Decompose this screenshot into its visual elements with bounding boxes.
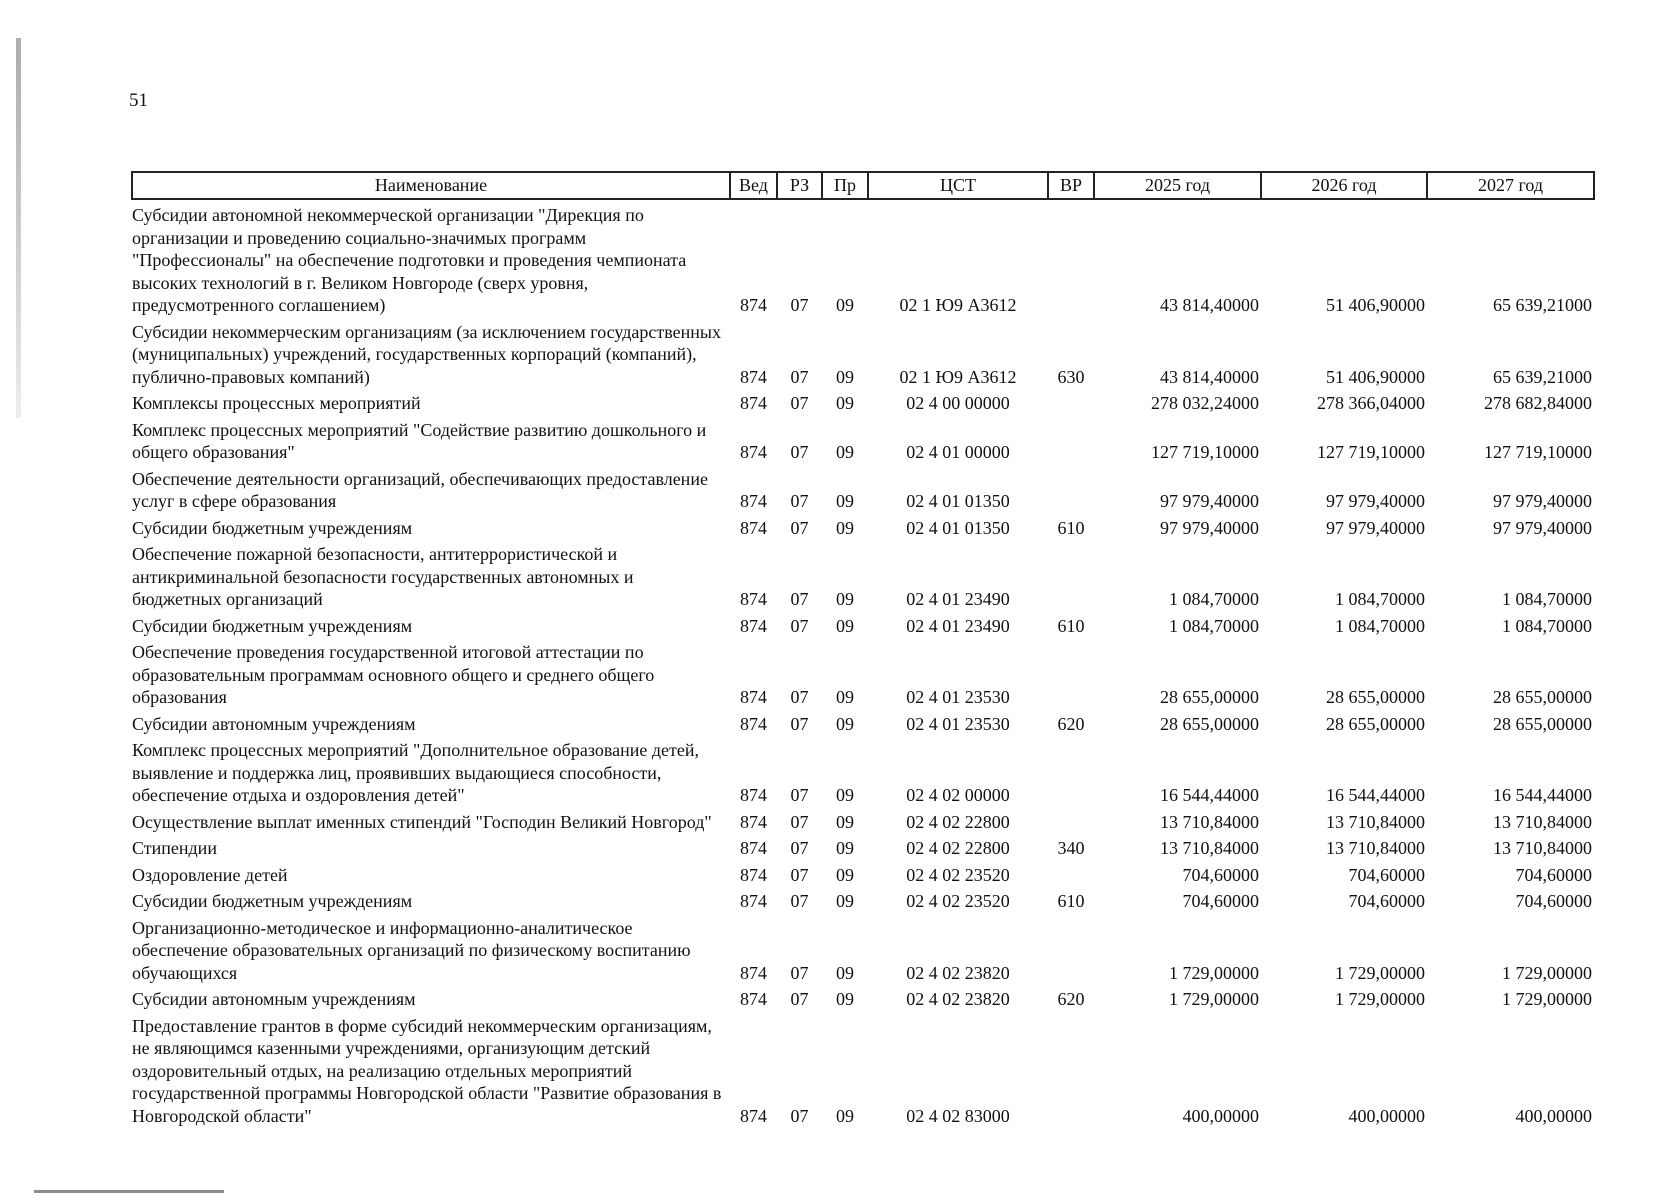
cell-2027: 97 979,40000 bbox=[1493, 491, 1592, 511]
cell-name: Субсидии бюджетным учреждениям bbox=[132, 517, 413, 538]
cell-cst: 02 4 02 22800 bbox=[906, 811, 1010, 832]
cell-rz: 07 bbox=[790, 491, 809, 511]
header-cst: ЦСТ bbox=[868, 172, 1048, 199]
cell-pr: 09 bbox=[836, 615, 854, 636]
cell-ved: 874 bbox=[740, 864, 767, 885]
cell-vr bbox=[1048, 388, 1094, 415]
cell-ved: 874 bbox=[740, 393, 767, 413]
cell-2025: 127 719,10000 bbox=[1151, 442, 1259, 462]
cell-name: Стипендии bbox=[132, 838, 217, 858]
cell-2025: 704,60000 bbox=[1182, 891, 1259, 911]
cell-cst: 02 4 02 00000 bbox=[906, 785, 1010, 805]
cell-pr: 09 bbox=[836, 491, 854, 511]
cell-ved: 874 bbox=[740, 713, 767, 734]
cell-pr: 09 bbox=[836, 366, 854, 387]
cell-rz: 07 bbox=[790, 687, 809, 707]
cell-2026: 400,00000 bbox=[1348, 1105, 1425, 1126]
cell-ved: 874 bbox=[740, 295, 767, 315]
cell-cst: 02 4 02 22800 bbox=[906, 838, 1010, 858]
cell-rz: 07 bbox=[790, 891, 809, 911]
table-row bbox=[132, 735, 1594, 807]
cell-2026: 28 655,00000 bbox=[1326, 713, 1425, 734]
cell-rz: 07 bbox=[790, 785, 809, 805]
cell-pr: 09 bbox=[836, 811, 854, 832]
cell-vr bbox=[1048, 464, 1094, 513]
cell-pr: 09 bbox=[836, 713, 854, 734]
cell-name: Комплексы процессных мероприятий bbox=[132, 393, 421, 413]
cell-2025: 1 729,00000 bbox=[1169, 989, 1259, 1009]
table-row bbox=[132, 388, 1594, 415]
cell-pr: 09 bbox=[836, 687, 854, 707]
cell-rz: 07 bbox=[790, 811, 809, 832]
cell-2026: 1 084,70000 bbox=[1335, 589, 1425, 609]
cell-2027: 278 682,84000 bbox=[1484, 393, 1592, 413]
cell-2026: 28 655,00000 bbox=[1326, 687, 1425, 707]
table-row bbox=[132, 807, 1594, 834]
cell-2027: 704,60000 bbox=[1515, 891, 1592, 911]
cell-pr: 09 bbox=[836, 891, 854, 911]
cell-vr bbox=[1048, 539, 1094, 611]
cell-cst: 02 1 Ю9 А3612 bbox=[899, 366, 1017, 387]
table-row bbox=[132, 464, 1594, 513]
cell-2027: 13 710,84000 bbox=[1493, 838, 1592, 858]
cell-name: Комплекс процессных мероприятий "Дополнительное образование детей, выявление и поддержка лиц, проявивших выдающиеся способности, обеспечение отдыха и оздоровления детей" bbox=[132, 740, 699, 805]
cell-2027: 400,00000 bbox=[1515, 1105, 1592, 1126]
cell-2027: 13 710,84000 bbox=[1493, 811, 1592, 832]
cell-2025: 97 979,40000 bbox=[1160, 491, 1259, 511]
header-2025: 2025 год bbox=[1094, 172, 1261, 199]
cell-2025: 97 979,40000 bbox=[1160, 517, 1259, 538]
cell-name: Субсидии некоммерческим организациям (за исключением государственных (муниципальных) учреждений, государственных корпораций (компаний), публично-правовых компаний) bbox=[132, 321, 722, 387]
header-2026: 2026 год bbox=[1261, 172, 1427, 199]
cell-ved: 874 bbox=[740, 517, 767, 538]
cell-cst: 02 4 02 23520 bbox=[906, 864, 1010, 885]
cell-ved: 874 bbox=[740, 838, 767, 858]
cell-2026: 278 366,04000 bbox=[1317, 393, 1425, 413]
cell-2025: 28 655,00000 bbox=[1160, 713, 1259, 734]
cell-vr: 620 bbox=[1057, 989, 1085, 1009]
cell-2025: 43 814,40000 bbox=[1160, 366, 1259, 387]
cell-vr bbox=[1048, 1011, 1094, 1128]
cell-cst: 02 4 02 83000 bbox=[906, 1105, 1010, 1126]
cell-name: Обеспечение пожарной безопасности, антитеррористической и антикриминальной безопасности государственных автономных и бюджетных организаций bbox=[132, 544, 634, 609]
cell-pr: 09 bbox=[836, 1105, 854, 1126]
cell-vr: 340 bbox=[1057, 838, 1085, 858]
cell-2027: 28 655,00000 bbox=[1493, 713, 1592, 734]
cell-ved: 874 bbox=[740, 366, 767, 387]
cell-name: Оздоровление детей bbox=[132, 864, 288, 885]
cell-2027: 1 729,00000 bbox=[1502, 962, 1592, 983]
cell-2027: 97 979,40000 bbox=[1493, 517, 1592, 538]
cell-2026: 1 084,70000 bbox=[1335, 615, 1425, 636]
cell-pr: 09 bbox=[836, 295, 854, 315]
cell-pr: 09 bbox=[836, 989, 854, 1009]
cell-pr: 09 bbox=[836, 838, 854, 858]
cell-2026: 1 729,00000 bbox=[1335, 989, 1425, 1009]
cell-2025: 13 710,84000 bbox=[1160, 838, 1259, 858]
table-row bbox=[132, 913, 1594, 985]
cell-2027: 127 719,10000 bbox=[1484, 442, 1592, 462]
cell-name: Обеспечение проведения государственной итоговой аттестации по образовательным программам основного общего и среднего общего образования bbox=[132, 642, 655, 707]
table-row bbox=[132, 317, 1594, 389]
cell-vr bbox=[1048, 199, 1094, 317]
table-row bbox=[132, 709, 1594, 736]
cell-pr: 09 bbox=[836, 517, 854, 538]
cell-ved: 874 bbox=[740, 785, 767, 805]
table-row bbox=[132, 415, 1594, 464]
cell-2026: 127 719,10000 bbox=[1317, 442, 1425, 462]
cell-rz: 07 bbox=[790, 442, 809, 462]
cell-rz: 07 bbox=[790, 989, 809, 1009]
cell-ved: 874 bbox=[740, 1105, 767, 1126]
cell-rz: 07 bbox=[790, 366, 809, 387]
table-row bbox=[132, 833, 1594, 860]
cell-2027: 1 729,00000 bbox=[1502, 989, 1592, 1009]
cell-pr: 09 bbox=[836, 962, 854, 983]
header-ved: Вед bbox=[730, 172, 777, 199]
header-rz: РЗ bbox=[777, 172, 822, 199]
cell-vr: 620 bbox=[1057, 713, 1085, 734]
cell-2027: 1 084,70000 bbox=[1502, 615, 1592, 636]
cell-cst: 02 4 02 23820 bbox=[906, 989, 1010, 1009]
header-name: Наименование bbox=[132, 172, 730, 199]
cell-vr bbox=[1048, 860, 1094, 887]
cell-cst: 02 4 01 23530 bbox=[906, 713, 1010, 734]
table-header-row bbox=[132, 172, 1594, 199]
table-row bbox=[132, 637, 1594, 709]
cell-2026: 51 406,90000 bbox=[1326, 366, 1425, 387]
cell-2026: 704,60000 bbox=[1348, 864, 1425, 885]
cell-vr bbox=[1048, 913, 1094, 985]
cell-pr: 09 bbox=[836, 393, 854, 413]
cell-2025: 16 544,44000 bbox=[1160, 785, 1259, 805]
cell-cst: 02 4 01 00000 bbox=[906, 442, 1010, 462]
cell-2025: 1 729,00000 bbox=[1169, 962, 1259, 983]
cell-rz: 07 bbox=[790, 589, 809, 609]
cell-name: Субсидии бюджетным учреждениям bbox=[132, 615, 413, 636]
cell-ved: 874 bbox=[740, 962, 767, 983]
cell-name: Субсидии автономным учреждениям bbox=[132, 989, 416, 1009]
cell-pr: 09 bbox=[836, 589, 854, 609]
cell-vr: 610 bbox=[1057, 615, 1085, 636]
cell-2025: 1 084,70000 bbox=[1169, 589, 1259, 609]
cell-name: Субсидии бюджетным учреждениям bbox=[132, 891, 413, 911]
cell-vr: 610 bbox=[1057, 891, 1085, 911]
cell-cst: 02 4 02 23820 bbox=[906, 962, 1010, 983]
cell-name: Субсидии автономной некоммерческой организации "Дирекция по организации и проведению социально-значимых программ "Профессионалы" на обеспечение подготовки и проведения чемпионата высоких технологий в г. Великом Новгороде (сверх уровня, предусмотренного соглашением) bbox=[132, 205, 687, 315]
cell-2026: 1 729,00000 bbox=[1335, 962, 1425, 983]
cell-2025: 704,60000 bbox=[1182, 864, 1259, 885]
cell-name: Организационно-методическое и информационно-аналитическое обеспечение образовательных организаций по физическому воспитанию обучающихся bbox=[132, 917, 691, 983]
cell-2027: 704,60000 bbox=[1515, 864, 1592, 885]
cell-2027: 28 655,00000 bbox=[1493, 687, 1592, 707]
cell-cst: 02 1 Ю9 А3612 bbox=[899, 295, 1017, 315]
header-2027: 2027 год bbox=[1427, 172, 1594, 199]
cell-rz: 07 bbox=[790, 838, 809, 858]
page-number: 51 bbox=[129, 90, 148, 111]
cell-cst: 02 4 01 01350 bbox=[906, 491, 1010, 511]
cell-vr: 630 bbox=[1057, 366, 1085, 387]
cell-rz: 07 bbox=[790, 962, 809, 983]
cell-2026: 97 979,40000 bbox=[1326, 491, 1425, 511]
cell-2025: 13 710,84000 bbox=[1160, 811, 1259, 832]
cell-2027: 16 544,44000 bbox=[1493, 785, 1592, 805]
cell-2027: 65 639,21000 bbox=[1493, 366, 1592, 387]
table-row bbox=[132, 611, 1594, 638]
cell-rz: 07 bbox=[790, 713, 809, 734]
table-body bbox=[132, 199, 1594, 1127]
cell-ved: 874 bbox=[740, 615, 767, 636]
cell-ved: 874 bbox=[740, 811, 767, 832]
cell-2025: 1 084,70000 bbox=[1169, 615, 1259, 636]
cell-name: Комплекс процессных мероприятий "Содействие развитию дошкольного и общего образования" bbox=[132, 419, 707, 462]
table-row bbox=[132, 513, 1594, 540]
table-row bbox=[132, 860, 1594, 887]
cell-name: Обеспечение деятельности организаций, обеспечивающих предоставление услуг в сфере образования bbox=[132, 468, 708, 511]
scan-edge-mark bbox=[16, 38, 21, 418]
cell-2026: 13 710,84000 bbox=[1326, 838, 1425, 858]
cell-2025: 28 655,00000 bbox=[1160, 687, 1259, 707]
cell-ved: 874 bbox=[740, 589, 767, 609]
cell-ved: 874 bbox=[740, 989, 767, 1009]
cell-cst: 02 4 02 23520 bbox=[906, 891, 1010, 911]
cell-2026: 704,60000 bbox=[1348, 891, 1425, 911]
cell-vr: 610 bbox=[1057, 517, 1085, 538]
cell-vr bbox=[1048, 415, 1094, 464]
cell-cst: 02 4 00 00000 bbox=[906, 393, 1010, 413]
cell-ved: 874 bbox=[740, 891, 767, 911]
cell-pr: 09 bbox=[836, 864, 854, 885]
cell-ved: 874 bbox=[740, 491, 767, 511]
cell-rz: 07 bbox=[790, 517, 809, 538]
cell-2025: 400,00000 bbox=[1182, 1105, 1259, 1126]
cell-2025: 43 814,40000 bbox=[1160, 295, 1259, 315]
header-vr: ВР bbox=[1048, 172, 1094, 199]
table-row bbox=[132, 886, 1594, 913]
cell-rz: 07 bbox=[790, 295, 809, 315]
cell-2026: 97 979,40000 bbox=[1326, 517, 1425, 538]
table-row bbox=[132, 984, 1594, 1011]
cell-rz: 07 bbox=[790, 393, 809, 413]
table-row bbox=[132, 1011, 1594, 1128]
header-pr: Пр bbox=[822, 172, 868, 199]
cell-cst: 02 4 01 01350 bbox=[906, 517, 1010, 538]
table-row bbox=[132, 539, 1594, 611]
cell-ved: 874 bbox=[740, 442, 767, 462]
cell-2026: 13 710,84000 bbox=[1326, 811, 1425, 832]
cell-pr: 09 bbox=[836, 442, 854, 462]
table-row bbox=[132, 199, 1594, 317]
cell-2027: 65 639,21000 bbox=[1493, 295, 1592, 315]
cell-rz: 07 bbox=[790, 864, 809, 885]
cell-pr: 09 bbox=[836, 785, 854, 805]
cell-rz: 07 bbox=[790, 1105, 809, 1126]
cell-cst: 02 4 01 23530 bbox=[906, 687, 1010, 707]
cell-vr bbox=[1048, 637, 1094, 709]
cell-name: Предоставление грантов в форме субсидий некоммерческим организациям, не являющимся казенными учреждениями, организующим детский оздоровительный отдых, на реализацию отдельных мероприятий государственной программы Новгородской области "Развитие образования в Новгородской области" bbox=[132, 1015, 722, 1126]
cell-2026: 16 544,44000 bbox=[1326, 785, 1425, 805]
cell-vr bbox=[1048, 807, 1094, 834]
scan-bottom-line bbox=[34, 1190, 224, 1193]
cell-vr bbox=[1048, 735, 1094, 807]
cell-cst: 02 4 01 23490 bbox=[906, 589, 1010, 609]
cell-2026: 51 406,90000 bbox=[1326, 295, 1425, 315]
cell-name: Осуществление выплат именных стипендий "Господин Великий Новгород" bbox=[132, 811, 712, 832]
cell-2025: 278 032,24000 bbox=[1151, 393, 1259, 413]
cell-name: Субсидии автономным учреждениям bbox=[132, 713, 416, 734]
cell-ved: 874 bbox=[740, 687, 767, 707]
cell-rz: 07 bbox=[790, 615, 809, 636]
cell-2027: 1 084,70000 bbox=[1502, 589, 1592, 609]
budget-table bbox=[131, 171, 1595, 1127]
cell-cst: 02 4 01 23490 bbox=[906, 615, 1010, 636]
